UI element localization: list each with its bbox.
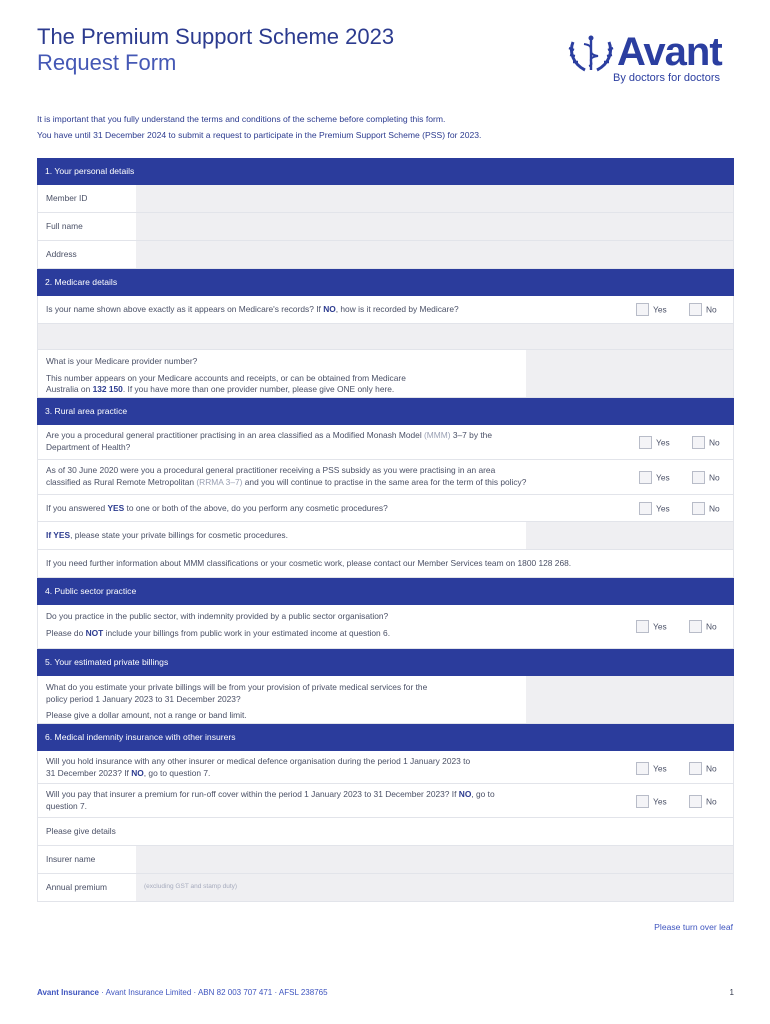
section-6-heading: 6. Medical indemnity insurance with other insurers xyxy=(37,724,734,751)
runoff-question: Will you pay that insurer a premium for run-off cover within the period 1 January 2023 to 31 December 2023? If NO, go to question 7. xyxy=(46,789,495,811)
page-title: The Premium Support Scheme 2023 xyxy=(37,24,395,49)
other-insurer-question: Will you hold insurance with any other insurer or medical defence organisation during the period 1 January 2023 to 31 December 2023? If NO, go to question 7. xyxy=(46,756,471,778)
details-row xyxy=(37,818,734,846)
section-5-heading: 5. Your estimated private billings xyxy=(37,649,734,676)
rrma-no[interactable]: No xyxy=(692,471,720,484)
checkbox[interactable] xyxy=(692,436,705,449)
public-sector-row xyxy=(37,605,734,649)
checkbox[interactable] xyxy=(636,795,649,808)
provider-number-question: What is your Medicare provider number? This number appears on your Medicare accounts and receipts, or can be obtained from Medicare Australia on 132 150. If you have more than one provider number, please give ONE only here. xyxy=(46,356,406,394)
medicare-name-row xyxy=(37,296,734,324)
full-name-row xyxy=(37,213,734,241)
address-field[interactable] xyxy=(136,241,733,268)
page-header xyxy=(37,24,737,94)
mmm-row xyxy=(37,425,734,460)
insurer-name-label: Insurer name xyxy=(46,854,96,864)
checkbox[interactable] xyxy=(689,303,702,316)
cosmetic-billings-field[interactable] xyxy=(526,522,733,549)
annual-premium-row xyxy=(37,874,734,902)
footer-company: Avant Insurance xyxy=(37,988,99,997)
cosmetic-billings-row xyxy=(37,522,734,550)
caduceus-laurel-icon xyxy=(567,34,615,74)
page-subtitle: Request Form xyxy=(37,50,177,75)
rrma-question: As of 30 June 2020 were you a procedural general practitioner receiving a PSS subsidy as you were practising in an area classified as Rural Remote Metropolitan (RRMA 3–7) and you will continue to practise in the same area for the term of this policy? xyxy=(46,465,527,487)
cosmetic-row xyxy=(37,495,734,522)
mmm-no[interactable]: No xyxy=(692,436,720,449)
checkbox[interactable] xyxy=(639,502,652,515)
full-name-label: Full name xyxy=(46,221,83,231)
cosmetic-no[interactable]: No xyxy=(692,502,720,515)
checkbox[interactable] xyxy=(639,436,652,449)
medicare-name-yes[interactable]: Yes xyxy=(636,303,667,316)
runoff-yes[interactable]: Yes xyxy=(636,795,667,808)
member-id-row xyxy=(37,185,734,213)
member-id-field[interactable] xyxy=(136,185,733,212)
address-row xyxy=(37,241,734,269)
intro-line-2: You have until 31 December 2024 to submit a request to participate in the Premium Support Scheme (PSS) for 2023. xyxy=(37,130,482,140)
page-footer xyxy=(37,988,734,997)
checkbox[interactable] xyxy=(636,620,649,633)
public-sector-question: Do you practice in the public sector, with indemnity provided by a public sector organisation? Please do NOT include your billings from public work in your estimated income at question 6. xyxy=(46,611,391,638)
medicare-name-question: Is your name shown above exactly as it appears on Medicare's records? If NO, how is it recorded by Medicare? xyxy=(46,304,459,314)
checkbox[interactable] xyxy=(689,795,702,808)
section-3-heading: 3. Rural area practice xyxy=(37,398,734,425)
details-label: Please give details xyxy=(46,826,116,836)
mmm-info-row xyxy=(37,550,734,578)
checkbox[interactable] xyxy=(636,762,649,775)
logo-tagline: By doctors for doctors xyxy=(613,72,720,84)
mmm-question: Are you a procedural general practitioner practising in an area classified as a Modified Monash Model (MMM) 3–7 by the Department of Health? xyxy=(46,430,492,452)
other-insurer-row xyxy=(37,751,734,784)
annual-premium-field[interactable] xyxy=(136,874,733,901)
medicare-name-no[interactable]: No xyxy=(689,303,717,316)
runoff-row xyxy=(37,784,734,818)
section-2-heading: 2. Medicare details xyxy=(37,269,734,296)
address-label: Address xyxy=(46,249,77,259)
other-insurer-yes[interactable]: Yes xyxy=(636,762,667,775)
rrma-yes[interactable]: Yes xyxy=(639,471,670,484)
checkbox[interactable] xyxy=(689,620,702,633)
logo-wordmark: Avant xyxy=(617,30,722,74)
section-4-heading: 4. Public sector practice xyxy=(37,578,734,605)
member-id-label: Member ID xyxy=(46,193,88,203)
mmm-yes[interactable]: Yes xyxy=(639,436,670,449)
other-insurer-no[interactable]: No xyxy=(689,762,717,775)
checkbox[interactable] xyxy=(639,471,652,484)
runoff-no[interactable]: No xyxy=(689,795,717,808)
avant-logo xyxy=(567,32,737,88)
annual-premium-placeholder: (excluding GST and stamp duty) xyxy=(144,883,238,890)
checkbox[interactable] xyxy=(636,303,649,316)
insurer-name-row xyxy=(37,846,734,874)
medicare-name-field[interactable] xyxy=(37,324,734,350)
provider-number-row xyxy=(37,350,734,398)
turn-over-note: Please turn over leaf xyxy=(654,922,733,932)
rrma-row xyxy=(37,460,734,495)
annual-premium-label: Annual premium xyxy=(46,882,107,892)
request-form xyxy=(37,158,734,902)
mmm-info-text: If you need further information about MMM classifications or your cosmetic work, please contact our Member Services team on 1800 128 268. xyxy=(46,558,572,568)
private-billings-question: What do you estimate your private billings will be from your provision of private medical services for the policy period 1 January 2023 to 31 December 2023? Please give a dollar amount, not a range or band limit. xyxy=(46,682,428,720)
public-sector-no[interactable]: No xyxy=(689,620,717,633)
intro-line-1: It is important that you fully understand the terms and conditions of the scheme before completing this form. xyxy=(37,114,446,124)
private-billings-row xyxy=(37,676,734,724)
provider-number-field[interactable] xyxy=(526,350,733,397)
checkbox[interactable] xyxy=(692,502,705,515)
insurer-name-field[interactable] xyxy=(136,846,733,873)
private-billings-field[interactable] xyxy=(526,676,733,723)
page-number: 1 xyxy=(729,988,734,997)
cosmetic-billings-question: If YES, please state your private billings for cosmetic procedures. xyxy=(46,530,288,540)
footer-details: · Avant Insurance Limited · ABN 82 003 707 471 · AFSL 238765 xyxy=(98,988,328,997)
cosmetic-yes[interactable]: Yes xyxy=(639,502,670,515)
cosmetic-question: If you answered YES to one or both of the above, do you perform any cosmetic procedures? xyxy=(46,503,388,513)
intro-text xyxy=(37,111,737,143)
checkbox[interactable] xyxy=(689,762,702,775)
full-name-field[interactable] xyxy=(136,213,733,240)
checkbox[interactable] xyxy=(692,471,705,484)
public-sector-yes[interactable]: Yes xyxy=(636,620,667,633)
section-1-heading: 1. Your personal details xyxy=(37,158,734,185)
